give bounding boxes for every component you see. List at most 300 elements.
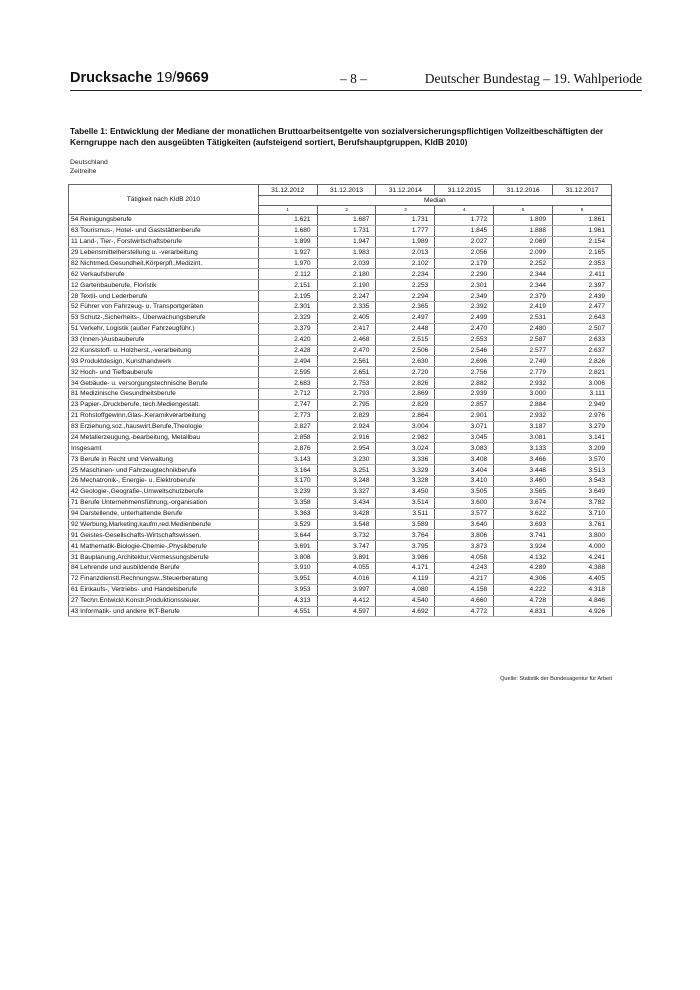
- median-value-cell: 2.595: [258, 367, 317, 378]
- median-value-cell: 3.577: [435, 508, 494, 519]
- median-value-cell: 3.640: [435, 519, 494, 530]
- median-value-cell: 3.710: [553, 508, 612, 519]
- median-value-cell: 2.939: [435, 389, 494, 400]
- median-value-cell: 3.795: [376, 541, 435, 552]
- median-value-cell: 3.329: [376, 465, 435, 476]
- median-value-cell: 2.753: [317, 378, 376, 389]
- median-value-cell: 1.899: [258, 236, 317, 247]
- median-value-cell: 2.468: [317, 334, 376, 345]
- median-value-cell: 1.680: [258, 225, 317, 236]
- table-row: [69, 312, 612, 323]
- median-value-cell: 3.248: [317, 476, 376, 487]
- median-value-cell: 1.961: [553, 225, 612, 236]
- median-value-cell: 3.434: [317, 497, 376, 508]
- median-value-cell: 3.622: [494, 508, 553, 519]
- median-value-cell: 4.080: [376, 584, 435, 595]
- median-value-cell: 3.083: [435, 443, 494, 454]
- occupation-cell: 41 Mathematik-Biologie-Chemie-,Physikberufe: [69, 541, 259, 552]
- table-row: [69, 432, 612, 443]
- table-row: [69, 215, 612, 226]
- table-row: [69, 573, 612, 584]
- median-value-cell: 1.927: [258, 247, 317, 258]
- median-value-cell: 2.826: [376, 378, 435, 389]
- median-value-cell: 3.006: [553, 378, 612, 389]
- median-value-cell: 1.845: [435, 225, 494, 236]
- median-value-cell: 3.251: [317, 465, 376, 476]
- table-row: [69, 508, 612, 519]
- table-row: [69, 236, 612, 247]
- median-value-cell: 3.741: [494, 530, 553, 541]
- median-value-cell: 2.577: [494, 345, 553, 356]
- median-value-cell: 2.480: [494, 323, 553, 334]
- median-value-cell: 3.141: [553, 432, 612, 443]
- column-number: 6: [553, 206, 612, 215]
- table-caption: Tabelle 1: Entwicklung der Mediane der monatlichen Bruttoarbeitsentgelte von sozialversicherungspflichtigen Vollzeitbeschäftigten der Kerngruppe nach den ausgeübten Tätigkeiten (aufsteigend sortiert, Berufshauptgruppen, KldB 2010): [70, 126, 604, 147]
- document-number-value: 9669: [176, 70, 209, 86]
- median-value-cell: 3.924: [494, 541, 553, 552]
- table-row: [69, 595, 612, 606]
- occupation-cell: 24 Metallerzeugung,-bearbeitung, Metallbau: [69, 432, 259, 443]
- table-meta: [70, 158, 108, 176]
- median-value-cell: 2.747: [258, 399, 317, 410]
- median-value-cell: 3.143: [258, 454, 317, 465]
- date-header: 31.12.2012: [258, 185, 317, 196]
- table-row: [69, 497, 612, 508]
- table-row: [69, 606, 612, 617]
- median-value-cell: 3.951: [258, 573, 317, 584]
- table-row: [69, 247, 612, 258]
- document-number: [70, 70, 209, 86]
- median-value-cell: 2.827: [258, 421, 317, 432]
- median-value-cell: 2.252: [494, 258, 553, 269]
- occupation-cell: 32 Hoch- und Tiefbauberufe: [69, 367, 259, 378]
- median-value-cell: 2.102: [376, 258, 435, 269]
- table-row: [69, 356, 612, 367]
- occupation-cell: 83 Erziehung,soz.,hauswirt.Berufe,Theologie: [69, 421, 259, 432]
- median-value-cell: 3.511: [376, 508, 435, 519]
- occupation-cell: 61 Einkaufs-, Vertriebs- und Handelsberufe: [69, 584, 259, 595]
- date-header: 31.12.2016: [494, 185, 553, 196]
- median-value-cell: 1.983: [317, 247, 376, 258]
- median-value-cell: 2.924: [317, 421, 376, 432]
- table-row: [69, 530, 612, 541]
- median-value-cell: 1.621: [258, 215, 317, 226]
- document-number-label: Drucksache: [70, 70, 157, 86]
- median-value-cell: 4.243: [435, 563, 494, 574]
- median-value-cell: 3.336: [376, 454, 435, 465]
- median-value-cell: 2.821: [553, 367, 612, 378]
- median-value-cell: 3.953: [258, 584, 317, 595]
- median-header: Median: [258, 196, 611, 206]
- median-value-cell: 2.428: [258, 345, 317, 356]
- median-value-cell: 3.408: [435, 454, 494, 465]
- median-value-cell: 4.551: [258, 606, 317, 617]
- median-value-cell: 2.234: [376, 269, 435, 280]
- median-value-cell: 3.327: [317, 486, 376, 497]
- median-value-cell: 2.932: [494, 410, 553, 421]
- median-value-cell: 2.099: [494, 247, 553, 258]
- median-value-cell: 3.644: [258, 530, 317, 541]
- median-value-cell: 2.749: [494, 356, 553, 367]
- median-value-cell: 4.540: [376, 595, 435, 606]
- median-value-cell: 2.335: [317, 302, 376, 313]
- median-value-cell: 2.932: [494, 378, 553, 389]
- median-value-cell: 3.693: [494, 519, 553, 530]
- median-value-cell: 2.290: [435, 269, 494, 280]
- median-value-cell: 3.570: [553, 454, 612, 465]
- occupation-cell: 62 Verkaufsberufe: [69, 269, 259, 280]
- median-value-cell: 2.499: [435, 312, 494, 323]
- median-value-cell: 3.230: [317, 454, 376, 465]
- median-value-cell: 2.793: [317, 389, 376, 400]
- table-row: [69, 269, 612, 280]
- median-value-cell: 4.692: [376, 606, 435, 617]
- occupation-cell: 63 Tourismus-, Hotel- und Gaststättenberufe: [69, 225, 259, 236]
- median-value-cell: 3.170: [258, 476, 317, 487]
- page-number: – 8 –: [340, 71, 367, 86]
- median-value-cell: 2.379: [494, 291, 553, 302]
- date-header: 31.12.2014: [376, 185, 435, 196]
- median-value-cell: 3.164: [258, 465, 317, 476]
- median-value-cell: 3.045: [435, 432, 494, 443]
- median-value-cell: 3.873: [435, 541, 494, 552]
- median-value-cell: 1.687: [317, 215, 376, 226]
- median-value-cell: 2.353: [553, 258, 612, 269]
- table-row: [69, 519, 612, 530]
- median-value-cell: 3.358: [258, 497, 317, 508]
- median-value-cell: 1.772: [435, 215, 494, 226]
- median-value-cell: 2.180: [317, 269, 376, 280]
- occupation-cell: 28 Textil- und Lederberufe: [69, 291, 259, 302]
- median-value-cell: 2.982: [376, 432, 435, 443]
- median-value-cell: 2.349: [435, 291, 494, 302]
- median-value-cell: 3.111: [553, 389, 612, 400]
- occupation-cell: Insgesamt: [69, 443, 259, 454]
- median-value-cell: 4.597: [317, 606, 376, 617]
- median-value-cell: 3.565: [494, 486, 553, 497]
- occupation-cell: 92 Werbung,Marketing,kaufm,red.Medienberufe: [69, 519, 259, 530]
- median-value-cell: 3.732: [317, 530, 376, 541]
- median-value-cell: 2.112: [258, 269, 317, 280]
- date-header: 31.12.2017: [553, 185, 612, 196]
- publisher: Deutscher Bundestag – 19. Wahlperiode: [424, 71, 642, 86]
- median-value-cell: 3.448: [494, 465, 553, 476]
- table-row: [69, 302, 612, 313]
- median-value-cell: 3.133: [494, 443, 553, 454]
- table-row: [69, 323, 612, 334]
- median-value-cell: 2.829: [317, 410, 376, 421]
- median-value-cell: 1.989: [376, 236, 435, 247]
- occupation-cell: 73 Berufe in Recht und Verwaltung: [69, 454, 259, 465]
- median-value-cell: 4.926: [553, 606, 612, 617]
- table-row: [69, 280, 612, 291]
- median-value-cell: 2.470: [317, 345, 376, 356]
- median-value-cell: 4.831: [494, 606, 553, 617]
- median-value-cell: 3.891: [317, 552, 376, 563]
- date-header: 31.12.2015: [435, 185, 494, 196]
- median-value-cell: 3.589: [376, 519, 435, 530]
- median-value-cell: 3.747: [317, 541, 376, 552]
- median-value-cell: 2.561: [317, 356, 376, 367]
- median-value-cell: 2.858: [258, 432, 317, 443]
- table-row: [69, 389, 612, 400]
- median-value-cell: 2.795: [317, 399, 376, 410]
- median-value-cell: 4.318: [553, 584, 612, 595]
- median-value-cell: 1.777: [376, 225, 435, 236]
- median-value-cell: 2.643: [553, 312, 612, 323]
- table-row: [69, 399, 612, 410]
- median-value-cell: 2.448: [376, 323, 435, 334]
- occupation-cell: 11 Land-, Tier-, Forstwirtschaftsberufe: [69, 236, 259, 247]
- median-value-cell: 1.731: [376, 215, 435, 226]
- occupation-cell: 29 Lebensmittelherstellung u. -verarbeitung: [69, 247, 259, 258]
- table-row: [69, 476, 612, 487]
- region-label: Deutschland: [70, 159, 108, 166]
- table-row: [69, 465, 612, 476]
- median-value-cell: 3.428: [317, 508, 376, 519]
- median-value-cell: 2.294: [376, 291, 435, 302]
- median-value-cell: 2.344: [494, 280, 553, 291]
- median-value-cell: 2.949: [553, 399, 612, 410]
- date-header: 31.12.2013: [317, 185, 376, 196]
- median-value-cell: 2.506: [376, 345, 435, 356]
- median-value-cell: 4.016: [317, 573, 376, 584]
- column-number: 1: [258, 206, 317, 215]
- median-value-cell: 4.846: [553, 595, 612, 606]
- median-value-cell: 3.450: [376, 486, 435, 497]
- occupation-cell: 91 Geistes-Gesellschafts-Wirtschaftswissen.: [69, 530, 259, 541]
- median-value-cell: 2.301: [258, 302, 317, 313]
- median-value-cell: 3.209: [553, 443, 612, 454]
- table-row: [69, 291, 612, 302]
- median-value-cell: 2.954: [317, 443, 376, 454]
- occupation-cell: 21 Rohstoffgewinn,Glas-,Keramikverarbeitung: [69, 410, 259, 421]
- table-row: [69, 541, 612, 552]
- median-value-cell: 3.997: [317, 584, 376, 595]
- median-wage-table: [68, 184, 612, 617]
- median-value-cell: 4.132: [494, 552, 553, 563]
- median-value-cell: 2.531: [494, 312, 553, 323]
- median-value-cell: 2.420: [258, 334, 317, 345]
- median-value-cell: 3.328: [376, 476, 435, 487]
- occupation-cell: 22 Kunststoff- u. Holzherst.,-verarbeitung: [69, 345, 259, 356]
- occupation-cell: 94 Darstellende, unterhaltende Berufe: [69, 508, 259, 519]
- median-value-cell: 2.365: [376, 302, 435, 313]
- median-value-cell: 3.279: [553, 421, 612, 432]
- median-value-cell: 2.411: [553, 269, 612, 280]
- median-value-cell: 4.158: [435, 584, 494, 595]
- occupation-cell: 72 Finanzdienstl.Rechnungsw.,Steuerberatung: [69, 573, 259, 584]
- median-value-cell: 1.861: [553, 215, 612, 226]
- median-value-cell: 4.306: [494, 573, 553, 584]
- median-value-cell: 2.392: [435, 302, 494, 313]
- median-value-cell: 2.154: [553, 236, 612, 247]
- page-header: [70, 70, 642, 91]
- median-value-cell: 2.712: [258, 389, 317, 400]
- median-value-cell: 2.195: [258, 291, 317, 302]
- median-value-cell: 2.494: [258, 356, 317, 367]
- column-number: 4: [435, 206, 494, 215]
- median-value-cell: 3.529: [258, 519, 317, 530]
- occupation-cell: 52 Führer von Fahrzeug- u. Transportgeräten: [69, 302, 259, 313]
- median-value-cell: 4.772: [435, 606, 494, 617]
- occupation-cell: 51 Verkehr, Logistik (außer Fahrzeugführ.): [69, 323, 259, 334]
- table-row: [69, 486, 612, 497]
- median-value-cell: 4.119: [376, 573, 435, 584]
- median-value-cell: 4.058: [435, 552, 494, 563]
- table-row: [69, 367, 612, 378]
- median-value-cell: 3.081: [494, 432, 553, 443]
- median-value-cell: 3.514: [376, 497, 435, 508]
- median-value-cell: 4.412: [317, 595, 376, 606]
- median-value-cell: 2.651: [317, 367, 376, 378]
- row-header: Tätigkeit nach KldB 2010: [69, 185, 259, 215]
- median-value-cell: 2.884: [494, 399, 553, 410]
- median-value-cell: 2.253: [376, 280, 435, 291]
- median-value-cell: 3.071: [435, 421, 494, 432]
- median-value-cell: 4.660: [435, 595, 494, 606]
- median-value-cell: 1.888: [494, 225, 553, 236]
- median-value-cell: 4.171: [376, 563, 435, 574]
- median-value-cell: 2.329: [258, 312, 317, 323]
- median-value-cell: 3.674: [494, 497, 553, 508]
- median-value-cell: 2.190: [317, 280, 376, 291]
- median-value-cell: 1.970: [258, 258, 317, 269]
- median-value-cell: 2.439: [553, 291, 612, 302]
- table-row: [69, 225, 612, 236]
- median-value-cell: 3.363: [258, 508, 317, 519]
- median-value-cell: 2.301: [435, 280, 494, 291]
- median-value-cell: 4.000: [553, 541, 612, 552]
- occupation-cell: 93 Produktdesign, Kunsthandwerk: [69, 356, 259, 367]
- median-value-cell: 2.013: [376, 247, 435, 258]
- median-value-cell: 2.864: [376, 410, 435, 421]
- occupation-cell: 43 Informatik- und andere IKT-Berufe: [69, 606, 259, 617]
- median-value-cell: 3.764: [376, 530, 435, 541]
- document-number-series: 19/: [156, 70, 177, 86]
- median-value-cell: 2.027: [435, 236, 494, 247]
- occupation-cell: 23 Papier-,Druckberufe, tech.Mediengestalt.: [69, 399, 259, 410]
- median-value-cell: 3.649: [553, 486, 612, 497]
- median-value-cell: 2.165: [553, 247, 612, 258]
- median-value-cell: 3.466: [494, 454, 553, 465]
- median-value-cell: 3.808: [258, 552, 317, 563]
- median-value-cell: 3.410: [435, 476, 494, 487]
- median-value-cell: 2.916: [317, 432, 376, 443]
- median-value-cell: 3.460: [494, 476, 553, 487]
- median-value-cell: 2.515: [376, 334, 435, 345]
- median-value-cell: 2.826: [553, 356, 612, 367]
- median-value-cell: 2.882: [435, 378, 494, 389]
- median-value-cell: 3.505: [435, 486, 494, 497]
- median-value-cell: 2.405: [317, 312, 376, 323]
- median-value-cell: 2.773: [258, 410, 317, 421]
- median-value-cell: 1.731: [317, 225, 376, 236]
- median-value-cell: 2.869: [376, 389, 435, 400]
- median-value-cell: 4.217: [435, 573, 494, 584]
- median-value-cell: 4.289: [494, 563, 553, 574]
- median-value-cell: 3.000: [494, 389, 553, 400]
- table-row: [69, 563, 612, 574]
- table-row: [69, 421, 612, 432]
- occupation-cell: 25 Maschinen- und Fahrzeugtechnikberufe: [69, 465, 259, 476]
- median-value-cell: 3.691: [258, 541, 317, 552]
- occupation-cell: 34 Gebäude- u. versorgungstechnische Berufe: [69, 378, 259, 389]
- median-value-cell: 2.419: [494, 302, 553, 313]
- occupation-cell: 26 Mechatronik-, Energie- u. Elektroberufe: [69, 476, 259, 487]
- table-row: [69, 334, 612, 345]
- median-value-cell: 2.857: [435, 399, 494, 410]
- median-value-cell: 3.004: [376, 421, 435, 432]
- column-number: 5: [494, 206, 553, 215]
- median-value-cell: 2.417: [317, 323, 376, 334]
- median-value-cell: 2.546: [435, 345, 494, 356]
- median-value-cell: 3.782: [553, 497, 612, 508]
- occupation-cell: 27 Techn.Entwickl.Konstr.Produktionssteuer.: [69, 595, 259, 606]
- table-row: [69, 584, 612, 595]
- median-value-cell: 3.513: [553, 465, 612, 476]
- median-value-cell: 2.779: [494, 367, 553, 378]
- median-value-cell: 2.553: [435, 334, 494, 345]
- occupation-cell: 33 (Innen-)Ausbauberufe: [69, 334, 259, 345]
- occupation-cell: 31 Bauplanung,Architektur,Vermessungsberufe: [69, 552, 259, 563]
- median-value-cell: 2.876: [258, 443, 317, 454]
- median-value-cell: 2.507: [553, 323, 612, 334]
- column-number: 3: [376, 206, 435, 215]
- median-value-cell: 3.404: [435, 465, 494, 476]
- median-value-cell: 3.806: [435, 530, 494, 541]
- median-value-cell: 3.761: [553, 519, 612, 530]
- median-value-cell: 1.809: [494, 215, 553, 226]
- occupation-cell: 71 Berufe Unternehmensführung,-organisation: [69, 497, 259, 508]
- occupation-cell: 42 Geologie-,Geografie-,Umweltschutzberufe: [69, 486, 259, 497]
- median-value-cell: 3.986: [376, 552, 435, 563]
- median-value-cell: 2.633: [553, 334, 612, 345]
- median-value-cell: 2.630: [376, 356, 435, 367]
- table-row: [69, 258, 612, 269]
- median-value-cell: 2.470: [435, 323, 494, 334]
- occupation-cell: 84 Lehrende und ausbildende Berufe: [69, 563, 259, 574]
- median-value-cell: 2.901: [435, 410, 494, 421]
- median-value-cell: 2.151: [258, 280, 317, 291]
- median-value-cell: 3.187: [494, 421, 553, 432]
- median-value-cell: 3.600: [435, 497, 494, 508]
- median-value-cell: 4.055: [317, 563, 376, 574]
- occupation-cell: 12 Gartenbauberufe, Floristik: [69, 280, 259, 291]
- median-value-cell: 2.587: [494, 334, 553, 345]
- median-value-cell: 3.239: [258, 486, 317, 497]
- median-value-cell: 2.247: [317, 291, 376, 302]
- median-value-cell: 2.039: [317, 258, 376, 269]
- table-row: [69, 410, 612, 421]
- median-value-cell: 2.720: [376, 367, 435, 378]
- occupation-cell: 54 Reinigungsberufe: [69, 215, 259, 226]
- median-value-cell: 3.910: [258, 563, 317, 574]
- median-value-cell: 4.388: [553, 563, 612, 574]
- median-value-cell: 1.947: [317, 236, 376, 247]
- median-value-cell: 2.756: [435, 367, 494, 378]
- series-label: Zeitreihe: [70, 168, 97, 175]
- median-value-cell: 2.497: [376, 312, 435, 323]
- table-body: [69, 215, 612, 617]
- median-value-cell: 2.056: [435, 247, 494, 258]
- median-value-cell: 4.241: [553, 552, 612, 563]
- occupation-cell: 82 Nichtmed.Gesundheit,Körperpfl.,Medizint.: [69, 258, 259, 269]
- median-value-cell: 2.829: [376, 399, 435, 410]
- occupation-cell: 81 Medizinische Gesundheitsberufe: [69, 389, 259, 400]
- median-value-cell: 2.696: [435, 356, 494, 367]
- median-value-cell: 2.477: [553, 302, 612, 313]
